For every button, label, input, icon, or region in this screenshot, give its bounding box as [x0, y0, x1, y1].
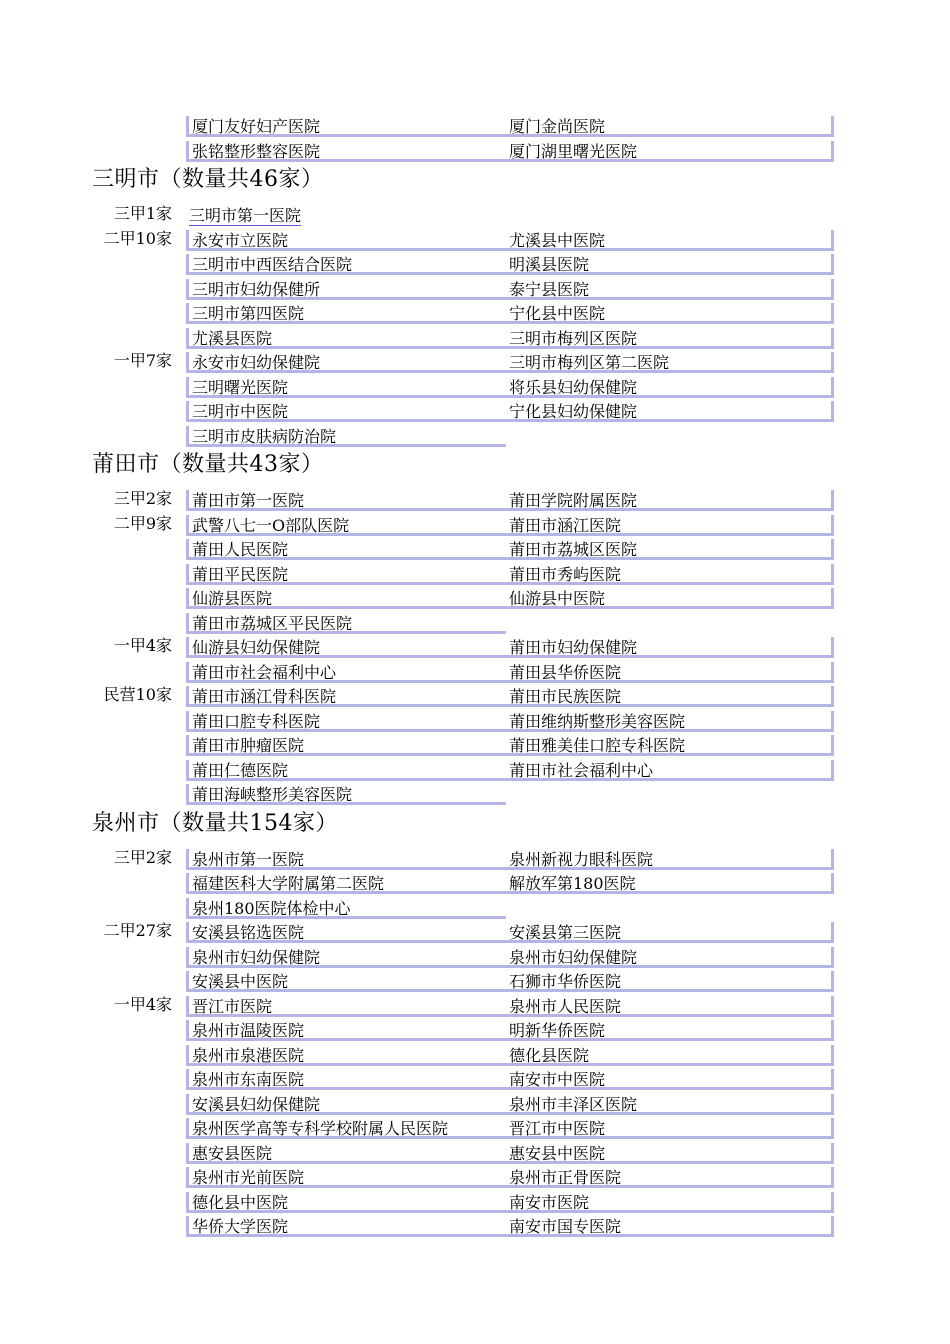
hospital-link[interactable]: 莆田市肿瘤医院	[192, 736, 305, 755]
hospital-link[interactable]: 莆田市妇幼保健院	[509, 638, 638, 657]
hospital-link[interactable]: 三明市妇幼保健所	[192, 280, 321, 299]
hospital-link[interactable]: 宁化县妇幼保健院	[509, 402, 638, 421]
hospital-cell[interactable]	[506, 849, 834, 870]
hospital-link[interactable]: 晋江市医院	[192, 997, 273, 1016]
grade-label: 二甲10家	[103, 229, 172, 248]
hospital-link[interactable]: 莆田口腔专科医院	[192, 712, 321, 731]
grade-label: 一甲7家	[113, 351, 172, 370]
hospital-link[interactable]: 莆田雅美佳口腔专科医院	[509, 736, 686, 755]
hospital-link[interactable]: 南安市医院	[509, 1193, 590, 1212]
hospital-cell[interactable]	[186, 564, 506, 585]
grade-label: 一甲4家	[113, 995, 172, 1014]
hospital-cell	[506, 426, 834, 447]
hospital-link[interactable]: 石狮市华侨医院	[509, 972, 622, 991]
hospital-link[interactable]: 泉州市东南医院	[192, 1070, 305, 1089]
hospital-link[interactable]: 宁化县中医院	[509, 304, 606, 323]
hospital-link[interactable]: 永安市立医院	[192, 231, 289, 250]
hospital-link[interactable]: 三明市第四医院	[192, 304, 305, 323]
hospital-link[interactable]: 南安市中医院	[509, 1070, 606, 1089]
hospital-link[interactable]: 张铭整形整容医院	[192, 142, 321, 161]
hospital-cell[interactable]	[506, 1118, 834, 1139]
hospital-link[interactable]: 三明市中西医结合医院	[192, 255, 353, 274]
hospital-cell[interactable]	[186, 996, 506, 1017]
hospital-cell[interactable]	[186, 1020, 506, 1041]
hospital-cell[interactable]	[186, 588, 506, 609]
hospital-link[interactable]: 莆田市社会福利中心	[192, 663, 337, 682]
hospital-link[interactable]: 厦门金尚医院	[509, 117, 606, 136]
hospital-cell[interactable]	[506, 539, 834, 560]
hospital-link[interactable]: 惠安县医院	[192, 1144, 273, 1163]
hospital-link[interactable]: 泉州新视力眼科医院	[509, 850, 654, 869]
grade-label: 三甲2家	[113, 848, 172, 867]
hospital-cell[interactable]	[186, 279, 506, 300]
hospital-link[interactable]: 仙游县中医院	[509, 589, 606, 608]
hospital-cell[interactable]	[186, 760, 506, 781]
hospital-cell[interactable]	[506, 1045, 834, 1066]
hospital-link[interactable]: 三明市梅列区医院	[509, 329, 638, 348]
hospital-cell[interactable]	[186, 784, 506, 805]
hospital-cell[interactable]	[506, 230, 834, 251]
hospital-cell	[506, 205, 834, 226]
hospital-link[interactable]: 莆田县华侨医院	[509, 663, 622, 682]
hospital-cell[interactable]	[506, 735, 834, 756]
hospital-link[interactable]: 安溪县妇幼保健院	[192, 1095, 321, 1114]
hospital-link[interactable]: 武警八七一O部队医院	[192, 516, 350, 535]
hospital-link[interactable]: 莆田市涵江骨科医院	[192, 687, 337, 706]
hospital-link[interactable]: 莆田市荔城区医院	[509, 540, 638, 559]
hospital-cell[interactable]	[186, 947, 506, 968]
hospital-cell[interactable]	[186, 922, 506, 943]
hospital-cell[interactable]	[506, 662, 834, 683]
hospital-cell[interactable]	[186, 1094, 506, 1115]
hospital-link[interactable]: 明新华侨医院	[509, 1021, 606, 1040]
hospital-cell	[506, 784, 834, 805]
hospital-cell[interactable]	[186, 662, 506, 683]
hospital-cell[interactable]	[506, 1094, 834, 1115]
hospital-link[interactable]: 莆田市荔城区平民医院	[192, 614, 353, 633]
hospital-cell[interactable]	[186, 303, 506, 324]
hospital-cell[interactable]	[186, 613, 506, 634]
hospital-link[interactable]: 泉州市泉港医院	[192, 1046, 305, 1065]
hospital-cell[interactable]	[506, 1020, 834, 1041]
hospital-cell[interactable]	[506, 1167, 834, 1188]
hospital-cell[interactable]	[506, 279, 834, 300]
hospital-cell[interactable]	[506, 116, 834, 137]
hospital-cell[interactable]	[506, 760, 834, 781]
hospital-cell[interactable]	[186, 1216, 506, 1237]
hospital-link[interactable]: 三明市梅列区第二医院	[509, 353, 670, 372]
hospital-cell[interactable]	[186, 141, 506, 162]
hospital-cell[interactable]	[186, 352, 506, 373]
hospital-link[interactable]: 泉州180医院体检中心	[192, 899, 351, 918]
hospital-link[interactable]: 三明曙光医院	[192, 378, 289, 397]
hospital-link[interactable]: 明溪县医院	[509, 255, 590, 274]
hospital-cell[interactable]	[186, 116, 506, 137]
hospital-link[interactable]: 泉州市妇幼保健院	[509, 948, 638, 967]
hospital-cell[interactable]	[506, 377, 834, 398]
hospital-cell[interactable]	[506, 996, 834, 1017]
hospital-link[interactable]: 尤溪县中医院	[509, 231, 606, 250]
hospital-cell[interactable]	[506, 637, 834, 658]
hospital-cell[interactable]	[186, 328, 506, 349]
hospital-link[interactable]: 福建医科大学附属第二医院	[192, 874, 385, 893]
hospital-cell[interactable]	[506, 490, 834, 511]
hospital-cell[interactable]	[186, 539, 506, 560]
hospital-link[interactable]: 三明市皮肤病防治院	[192, 427, 337, 446]
hospital-link[interactable]: 永安市妇幼保健院	[192, 353, 321, 372]
hospital-cell[interactable]	[506, 1069, 834, 1090]
hospital-link[interactable]: 泉州市妇幼保健院	[192, 948, 321, 967]
hospital-cell[interactable]	[506, 328, 834, 349]
grade-label: 二甲9家	[113, 514, 172, 533]
hospital-link[interactable]: 莆田维纳斯整形美容医院	[509, 712, 686, 731]
hospital-cell[interactable]	[506, 303, 834, 324]
hospital-link[interactable]: 莆田市涵江医院	[509, 516, 622, 535]
hospital-link[interactable]: 泉州市光前医院	[192, 1168, 305, 1187]
hospital-cell[interactable]	[506, 686, 834, 707]
grade-label: 三甲2家	[113, 489, 172, 508]
hospital-cell[interactable]	[506, 515, 834, 536]
hospital-link[interactable]: 泉州市正骨医院	[509, 1168, 622, 1187]
hospital-link[interactable]: 泉州市温陵医院	[192, 1021, 305, 1040]
hospital-link[interactable]: 莆田市第一医院	[192, 491, 305, 510]
hospital-link[interactable]: 南安市国专医院	[509, 1217, 622, 1236]
hospital-link[interactable]: 安溪县铭选医院	[192, 923, 305, 942]
hospital-cell[interactable]	[186, 377, 506, 398]
hospital-cell[interactable]	[186, 205, 506, 226]
hospital-link[interactable]: 泉州市第一医院	[192, 850, 305, 869]
hospital-cell[interactable]	[506, 401, 834, 422]
hospital-cell[interactable]	[186, 1118, 506, 1139]
hospital-link[interactable]: 泰宁县医院	[509, 280, 590, 299]
hospital-cell[interactable]	[186, 1167, 506, 1188]
hospital-cell	[506, 613, 834, 634]
hospital-link[interactable]: 莆田市社会福利中心	[509, 761, 654, 780]
hospital-link[interactable]: 三明市第一医院	[189, 206, 302, 225]
hospital-cell[interactable]	[186, 230, 506, 251]
hospital-cell[interactable]	[186, 1192, 506, 1213]
hospital-cell[interactable]	[186, 686, 506, 707]
hospital-cell[interactable]	[186, 873, 506, 894]
hospital-cell[interactable]	[506, 352, 834, 373]
hospital-cell[interactable]	[506, 1216, 834, 1237]
section-heading-putian: 莆田市（数量共43家）	[92, 452, 324, 477]
hospital-cell[interactable]	[186, 515, 506, 536]
grade-label: 三甲1家	[113, 204, 172, 223]
hospital-cell[interactable]	[186, 1143, 506, 1164]
hospital-link[interactable]: 华侨大学医院	[192, 1217, 289, 1236]
hospital-cell[interactable]	[186, 898, 506, 919]
hospital-cell[interactable]	[506, 588, 834, 609]
hospital-link[interactable]: 莆田人民医院	[192, 540, 289, 559]
hospital-cell[interactable]	[186, 426, 506, 447]
hospital-link[interactable]: 泉州市人民医院	[509, 997, 622, 1016]
hospital-cell[interactable]	[186, 849, 506, 870]
grade-label: 二甲27家	[103, 921, 172, 940]
hospital-link[interactable]: 仙游县医院	[192, 589, 273, 608]
hospital-link[interactable]: 尤溪县医院	[192, 329, 273, 348]
hospital-link[interactable]: 惠安县中医院	[509, 1144, 606, 1163]
hospital-cell[interactable]	[186, 1069, 506, 1090]
hospital-link[interactable]: 安溪县中医院	[192, 972, 289, 991]
hospital-cell[interactable]	[506, 564, 834, 585]
hospital-cell[interactable]	[506, 254, 834, 275]
hospital-cell[interactable]	[506, 971, 834, 992]
hospital-link[interactable]: 将乐县妇幼保健院	[509, 378, 638, 397]
hospital-cell[interactable]	[506, 947, 834, 968]
hospital-link[interactable]: 解放军第180医院	[509, 874, 636, 893]
hospital-link[interactable]: 莆田海峡整形美容医院	[192, 785, 353, 804]
hospital-cell[interactable]	[186, 490, 506, 511]
hospital-cell[interactable]	[186, 254, 506, 275]
hospital-cell[interactable]	[186, 1045, 506, 1066]
hospital-cell[interactable]	[506, 141, 834, 162]
section-heading-sanming: 三明市（数量共46家）	[92, 167, 324, 192]
section-heading-quanzhou: 泉州市（数量共154家）	[92, 810, 338, 836]
hospital-link[interactable]: 厦门湖里曙光医院	[509, 142, 638, 161]
hospital-link[interactable]: 仙游县妇幼保健院	[192, 638, 321, 657]
hospital-cell[interactable]	[506, 922, 834, 943]
hospital-link[interactable]: 莆田仁德医院	[192, 761, 289, 780]
hospital-link[interactable]: 厦门友好妇产医院	[192, 117, 321, 136]
hospital-link[interactable]: 莆田平民医院	[192, 565, 289, 584]
hospital-cell[interactable]	[506, 1192, 834, 1213]
hospital-link[interactable]: 莆田市秀屿医院	[509, 565, 622, 584]
hospital-cell[interactable]	[186, 735, 506, 756]
hospital-link[interactable]: 德化县中医院	[192, 1193, 289, 1212]
grade-label: 民营10家	[103, 685, 172, 704]
hospital-cell[interactable]	[186, 637, 506, 658]
hospital-cell[interactable]	[186, 971, 506, 992]
hospital-link[interactable]: 泉州市丰泽区医院	[509, 1095, 638, 1114]
hospital-link[interactable]: 泉州医学高等专科学校附属人民医院	[192, 1119, 449, 1138]
hospital-cell[interactable]	[506, 1143, 834, 1164]
hospital-cell[interactable]	[506, 873, 834, 894]
grade-label: 一甲4家	[113, 636, 172, 655]
hospital-link[interactable]: 德化县医院	[509, 1046, 590, 1065]
hospital-link[interactable]: 三明市中医院	[192, 402, 289, 421]
hospital-link[interactable]: 晋江市中医院	[509, 1119, 606, 1138]
hospital-cell[interactable]	[186, 711, 506, 732]
hospital-cell[interactable]	[506, 711, 834, 732]
hospital-link[interactable]: 莆田学院附属医院	[509, 491, 638, 510]
hospital-link[interactable]: 安溪县第三医院	[509, 923, 622, 942]
hospital-link[interactable]: 莆田市民族医院	[509, 687, 622, 706]
hospital-cell[interactable]	[186, 401, 506, 422]
hospital-cell	[506, 898, 834, 919]
